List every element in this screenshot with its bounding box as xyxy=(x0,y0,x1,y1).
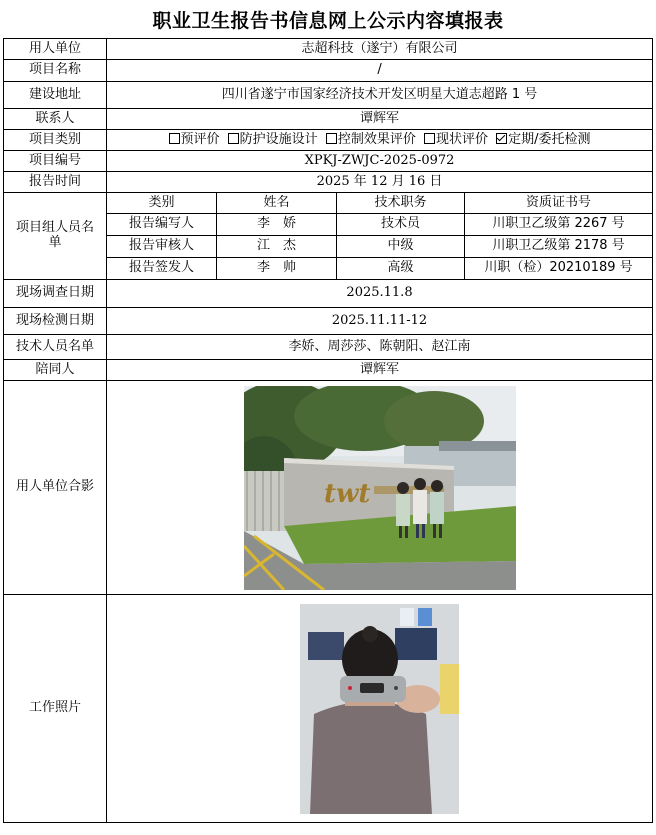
row-contact xyxy=(4,109,653,130)
checkbox-periodic-testing[interactable]: 定期/委托检测 xyxy=(496,133,590,148)
team-header-title: 技术职务 xyxy=(337,193,465,214)
group-photo-cell xyxy=(107,381,653,595)
team-title: 技术员 xyxy=(337,214,465,236)
checkbox-box-icon xyxy=(169,133,180,144)
row-report-time xyxy=(4,172,653,193)
survey-date-label: 现场调查日期 xyxy=(4,280,107,308)
project-name-label: 项目名称 xyxy=(4,60,107,82)
row-escort xyxy=(4,360,653,381)
report-time-value: 2025 年 12 月 16 日 xyxy=(107,172,653,193)
work-photo-cell xyxy=(107,595,653,823)
project-type-options xyxy=(107,130,653,151)
team-cert: 川职（检）20210189 号 xyxy=(465,258,653,280)
row-testing-date xyxy=(4,308,653,335)
row-employer xyxy=(4,39,653,60)
survey-date-value: 2025.11.8 xyxy=(107,280,653,308)
checkbox-box-icon xyxy=(326,133,337,144)
team-title: 中级 xyxy=(337,236,465,258)
report-time-label: 报告时间 xyxy=(4,172,107,193)
group-photo xyxy=(244,386,516,590)
checkbox-control-effect[interactable]: 控制效果评价 xyxy=(326,133,416,148)
escort-value: 谭辉军 xyxy=(107,360,653,381)
group-photo-image xyxy=(244,386,516,590)
project-no-value: XPKJ-ZWJC-2025-0972 xyxy=(107,151,653,172)
row-project-no xyxy=(4,151,653,172)
project-type-label: 项目类别 xyxy=(4,130,107,151)
team-role: 报告签发人 xyxy=(107,258,217,280)
checkbox-status-evaluation[interactable]: 现状评价 xyxy=(424,133,488,148)
row-project-name xyxy=(4,60,653,82)
checkbox-box-icon xyxy=(228,133,239,144)
disclosure-form-table xyxy=(3,38,653,823)
technicians-value: 李娇、周莎莎、陈朝阳、赵江南 xyxy=(107,335,653,360)
row-survey-date xyxy=(4,280,653,308)
team-header-name: 姓名 xyxy=(217,193,337,214)
employer-value: 志超科技（遂宁）有限公司 xyxy=(107,39,653,60)
checkbox-box-icon xyxy=(424,133,435,144)
row-group-photo xyxy=(4,381,653,595)
checkbox-pre-evaluation[interactable]: 预评价 xyxy=(169,133,220,148)
work-photo xyxy=(300,604,459,814)
address-label: 建设地址 xyxy=(4,82,107,109)
testing-date-label: 现场检测日期 xyxy=(4,308,107,335)
row-address xyxy=(4,82,653,109)
employer-label: 用人单位 xyxy=(4,39,107,60)
form-title: 职业卫生报告书信息网上公示内容填报表 xyxy=(152,10,504,32)
team-label: 项目组人员名单 xyxy=(4,193,107,280)
address-value: 四川省遂宁市国家经济技术开发区明星大道志超路 1 号 xyxy=(107,82,653,109)
team-cert: 川职卫乙级第 2178 号 xyxy=(465,236,653,258)
escort-label: 陪同人 xyxy=(4,360,107,381)
contact-value: 谭辉军 xyxy=(107,109,653,130)
contact-label: 联系人 xyxy=(4,109,107,130)
checkbox-checked-icon xyxy=(496,133,507,144)
team-name: 李 帅 xyxy=(217,258,337,280)
team-name: 李 娇 xyxy=(217,214,337,236)
team-header-cert: 资质证书号 xyxy=(465,193,653,214)
project-name-value: / xyxy=(107,60,653,82)
technicians-label: 技术人员名单 xyxy=(4,335,107,360)
work-photo-label: 工作照片 xyxy=(4,595,107,823)
project-no-label: 项目编号 xyxy=(4,151,107,172)
checkbox-protection-design[interactable]: 防护设施设计 xyxy=(228,133,318,148)
work-photo-image xyxy=(300,604,459,814)
team-role: 报告审核人 xyxy=(107,236,217,258)
row-project-type xyxy=(4,130,653,151)
row-work-photo xyxy=(4,595,653,823)
team-name: 江 杰 xyxy=(217,236,337,258)
group-photo-label: 用人单位合影 xyxy=(4,381,107,595)
team-cert: 川职卫乙级第 2267 号 xyxy=(465,214,653,236)
team-header-role: 类别 xyxy=(107,193,217,214)
sign-logo-text: twt xyxy=(323,478,370,509)
row-technicians xyxy=(4,335,653,360)
team-title: 高级 xyxy=(337,258,465,280)
testing-date-value: 2025.11.11-12 xyxy=(107,308,653,335)
team-header-row xyxy=(4,193,653,214)
team-role: 报告编写人 xyxy=(107,214,217,236)
